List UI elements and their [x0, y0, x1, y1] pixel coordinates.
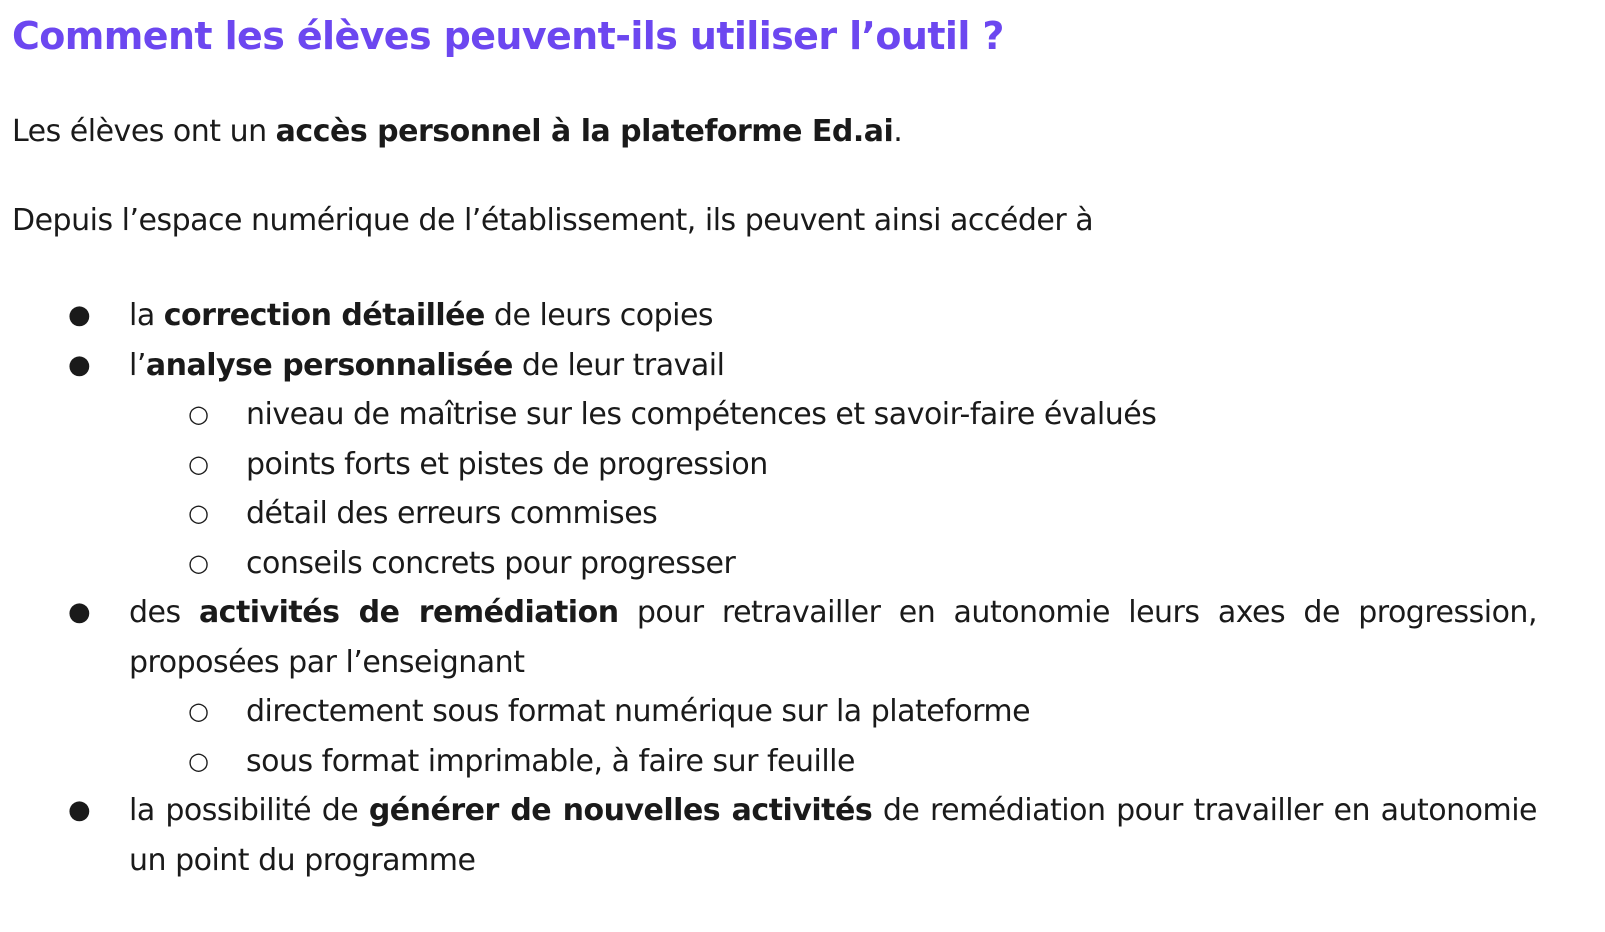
intro-end: . — [893, 114, 903, 149]
list-item-analyse — [12, 341, 1537, 391]
item-text: la — [129, 298, 164, 333]
item-emphasis: correction détaillée — [163, 298, 485, 333]
sub-item-text: directement sous format numérique sur la plateforme — [246, 694, 1031, 729]
item-emphasis: analyse personnalisée — [145, 347, 513, 383]
sub-item-text: conseils concrets pour progresser — [246, 545, 736, 581]
hollow-bullet-icon: ○ — [188, 697, 209, 725]
filled-bullet-icon: ● — [68, 795, 91, 825]
access-paragraph: Depuis l’espace numérique de l’établissement, ils peuvent ainsi accéder à — [12, 203, 1094, 238]
list-item-activites — [12, 588, 1537, 687]
sub-item-text: sous format imprimable, à faire sur feuille — [246, 743, 855, 779]
hollow-bullet-icon: ○ — [188, 548, 209, 577]
sub-item-text: points forts et pistes de progression — [246, 446, 768, 482]
hollow-bullet-icon: ○ — [188, 400, 209, 428]
sub-item — [12, 737, 1592, 787]
list-item-correction — [12, 291, 1537, 341]
sub-item — [12, 390, 1592, 440]
item-text: pour retravailler en autonomie leurs axes de progression, proposées par l’enseignant — [129, 595, 1537, 680]
filled-bullet-icon: ● — [68, 300, 91, 330]
item-emphasis: générer de nouvelles activités — [368, 793, 873, 828]
sub-item — [12, 539, 1592, 589]
filled-bullet-icon: ● — [68, 349, 91, 380]
bullet-list — [12, 291, 1592, 885]
item-text: des — [129, 595, 199, 630]
intro-text: Les élèves ont un — [12, 114, 276, 149]
sub-item — [12, 489, 1592, 539]
item-text: l’ — [129, 347, 146, 383]
hollow-bullet-icon: ○ — [188, 449, 209, 478]
item-emphasis: activités de remédiation — [198, 595, 619, 630]
item-text: la possibilité de — [129, 793, 369, 828]
list-item-generer — [12, 786, 1537, 885]
document — [12, 8, 1592, 878]
intro-emphasis: accès personnel à la plateforme Ed.ai — [275, 114, 894, 149]
hollow-bullet-icon: ○ — [188, 746, 209, 775]
page-title: Comment les élèves peuvent-ils utiliser l’outil ? — [12, 14, 1004, 58]
sub-item-text: détail des erreurs commises — [246, 496, 658, 531]
sub-item — [12, 687, 1592, 737]
item-text: de leur travail — [512, 347, 725, 383]
item-text: de leurs copies — [484, 298, 714, 333]
filled-bullet-icon: ● — [68, 597, 91, 627]
hollow-bullet-icon: ○ — [188, 499, 209, 527]
sub-item — [12, 440, 1592, 490]
intro-paragraph — [12, 112, 902, 152]
item-text: de remédiation pour travailler en autonomie un point du programme — [129, 793, 1537, 878]
sub-item-text: niveau de maîtrise sur les compétences et savoir-faire évalués — [246, 397, 1157, 432]
